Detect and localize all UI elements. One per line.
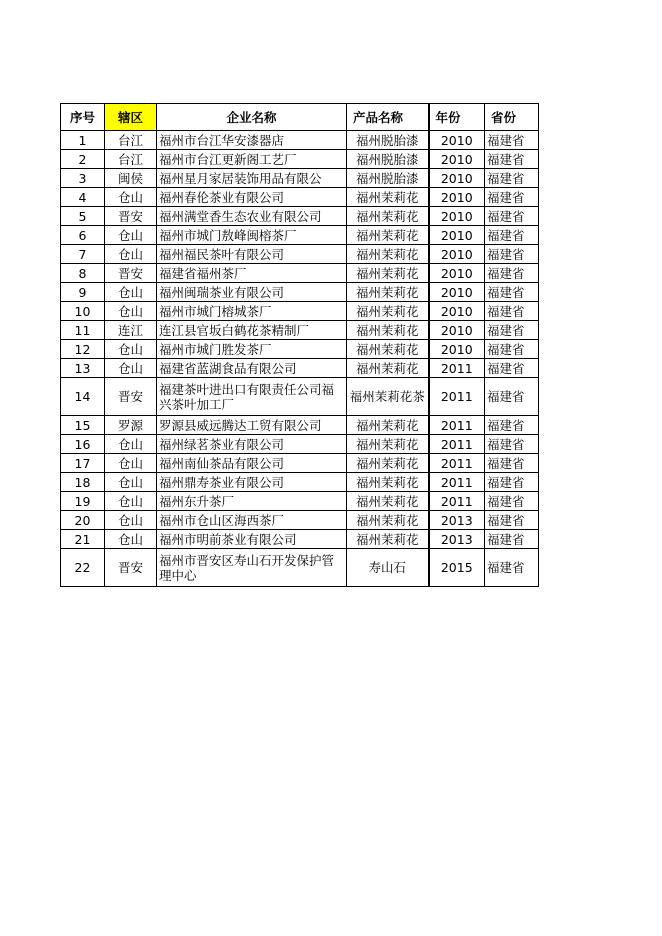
header-province[interactable]: 省份 — [485, 104, 539, 131]
cell-seq[interactable]: 16 — [61, 435, 105, 454]
cell-district[interactable]: 仓山 — [105, 511, 157, 530]
cell-company[interactable]: 福州满堂香生态农业有限公司 — [157, 207, 347, 226]
cell-company[interactable]: 福建茶叶进出口有限责任公司福兴茶叶加工厂 — [157, 378, 347, 416]
spreadsheet — [60, 103, 539, 587]
cell-year[interactable]: 2010 — [429, 150, 485, 169]
cell-district[interactable]: 仓山 — [105, 359, 157, 378]
cell-year[interactable]: 2010 — [429, 131, 485, 150]
cell-product[interactable]: 福州脱胎漆 — [347, 150, 429, 169]
cell-province[interactable]: 福建省 — [485, 169, 539, 188]
cell-product[interactable]: 福州脱胎漆 — [347, 169, 429, 188]
cell-district[interactable]: 晋安 — [105, 207, 157, 226]
cell-year[interactable]: 2013 — [429, 511, 485, 530]
cell-province[interactable]: 福建省 — [485, 207, 539, 226]
table-row — [61, 302, 539, 321]
cell-seq[interactable]: 7 — [61, 245, 105, 264]
header-company[interactable]: 企业名称 — [157, 104, 347, 131]
table-row — [61, 340, 539, 359]
cell-province[interactable]: 福建省 — [485, 188, 539, 207]
cell-year[interactable]: 2010 — [429, 226, 485, 245]
cell-year[interactable]: 2011 — [429, 492, 485, 511]
cell-seq[interactable]: 14 — [61, 378, 105, 416]
cell-company[interactable]: 福州市城门胜发茶厂 — [157, 340, 347, 359]
cell-company[interactable]: 福州市城门敖峰闽榕茶厂 — [157, 226, 347, 245]
cell-year[interactable]: 2010 — [429, 188, 485, 207]
cell-seq[interactable]: 4 — [61, 188, 105, 207]
cell-seq[interactable]: 2 — [61, 150, 105, 169]
cell-company[interactable]: 福州市明前茶业有限公司 — [157, 530, 347, 549]
cell-product[interactable]: 福州茉莉花 — [347, 188, 429, 207]
cell-province[interactable]: 福建省 — [485, 302, 539, 321]
cell-district[interactable]: 晋安 — [105, 549, 157, 587]
cell-seq[interactable]: 3 — [61, 169, 105, 188]
cell-year[interactable]: 2010 — [429, 283, 485, 302]
cell-seq[interactable]: 13 — [61, 359, 105, 378]
table-row — [61, 226, 539, 245]
cell-seq[interactable]: 20 — [61, 511, 105, 530]
table-row — [61, 492, 539, 511]
cell-product[interactable]: 寿山石 — [347, 549, 429, 587]
cell-product[interactable]: 福州脱胎漆 — [347, 131, 429, 150]
cell-product[interactable]: 福州茉莉花 — [347, 511, 429, 530]
cell-seq[interactable]: 12 — [61, 340, 105, 359]
cell-seq[interactable]: 22 — [61, 549, 105, 587]
cell-product[interactable]: 福州茉莉花 — [347, 473, 429, 492]
cell-province[interactable]: 福建省 — [485, 473, 539, 492]
cell-year[interactable]: 2010 — [429, 207, 485, 226]
header-product[interactable]: 产品名称 — [347, 104, 429, 131]
cell-province[interactable]: 福建省 — [485, 454, 539, 473]
cell-year[interactable]: 2010 — [429, 245, 485, 264]
cell-year[interactable]: 2011 — [429, 359, 485, 378]
cell-province[interactable]: 福建省 — [485, 549, 539, 587]
table-row — [61, 530, 539, 549]
cell-year[interactable]: 2010 — [429, 169, 485, 188]
cell-province[interactable]: 福建省 — [485, 131, 539, 150]
cell-company[interactable]: 福州鼎寿茶业有限公司 — [157, 473, 347, 492]
cell-seq[interactable]: 17 — [61, 454, 105, 473]
cell-year[interactable]: 2011 — [429, 435, 485, 454]
cell-province[interactable]: 福建省 — [485, 378, 539, 416]
table-row — [61, 549, 539, 587]
header-row — [61, 104, 539, 131]
cell-district[interactable]: 仓山 — [105, 530, 157, 549]
table-row — [61, 169, 539, 188]
cell-product[interactable]: 福州茉莉花 — [347, 492, 429, 511]
cell-year[interactable]: 2010 — [429, 302, 485, 321]
cell-province[interactable]: 福建省 — [485, 492, 539, 511]
cell-company[interactable]: 福建省蓝湖食品有限公司 — [157, 359, 347, 378]
cell-product[interactable]: 福州茉莉花 — [347, 226, 429, 245]
cell-province[interactable]: 福建省 — [485, 511, 539, 530]
table-row — [61, 150, 539, 169]
cell-product[interactable]: 福州茉莉花 — [347, 264, 429, 283]
cell-company[interactable]: 福州市台江华安漆器店 — [157, 131, 347, 150]
table-row — [61, 511, 539, 530]
cell-province[interactable]: 福建省 — [485, 416, 539, 435]
cell-year[interactable]: 2015 — [429, 549, 485, 587]
cell-product[interactable]: 福州茉莉花 — [347, 454, 429, 473]
header-district[interactable]: 辖区 — [105, 104, 157, 131]
cell-district[interactable]: 晋安 — [105, 264, 157, 283]
cell-district[interactable]: 晋安 — [105, 378, 157, 416]
cell-product[interactable]: 福州茉莉花 — [347, 359, 429, 378]
cell-seq[interactable]: 8 — [61, 264, 105, 283]
cell-year[interactable]: 2011 — [429, 416, 485, 435]
cell-province[interactable]: 福建省 — [485, 530, 539, 549]
cell-company[interactable]: 福州星月家居装饰用品有限公 — [157, 169, 347, 188]
cell-district[interactable]: 仓山 — [105, 188, 157, 207]
table-row — [61, 321, 539, 340]
cell-seq[interactable]: 11 — [61, 321, 105, 340]
cell-district[interactable]: 仓山 — [105, 302, 157, 321]
cell-province[interactable]: 福建省 — [485, 359, 539, 378]
cell-district[interactable]: 仓山 — [105, 454, 157, 473]
cell-product[interactable]: 福州茉莉花茶 — [347, 378, 429, 416]
cell-product[interactable]: 福州茉莉花 — [347, 245, 429, 264]
cell-product[interactable]: 福州茉莉花 — [347, 530, 429, 549]
cell-year[interactable]: 2011 — [429, 473, 485, 492]
cell-province[interactable]: 福建省 — [485, 435, 539, 454]
cell-year[interactable]: 2010 — [429, 340, 485, 359]
cell-company[interactable]: 福州市城门榕城茶厂 — [157, 302, 347, 321]
table-row — [61, 416, 539, 435]
cell-district[interactable]: 连江 — [105, 321, 157, 340]
table-row — [61, 245, 539, 264]
cell-district[interactable]: 仓山 — [105, 226, 157, 245]
cell-seq[interactable]: 18 — [61, 473, 105, 492]
table-row — [61, 264, 539, 283]
cell-seq[interactable]: 5 — [61, 207, 105, 226]
cell-district[interactable]: 仓山 — [105, 492, 157, 511]
cell-province[interactable]: 福建省 — [485, 321, 539, 340]
cell-company[interactable]: 福建省福州茶厂 — [157, 264, 347, 283]
cell-province[interactable]: 福建省 — [485, 226, 539, 245]
cell-seq[interactable]: 15 — [61, 416, 105, 435]
header-year[interactable]: 年份 — [429, 104, 485, 131]
cell-product[interactable]: 福州茉莉花 — [347, 416, 429, 435]
table-row — [61, 435, 539, 454]
cell-province[interactable]: 福建省 — [485, 283, 539, 302]
cell-company[interactable]: 福州闽瑞茶业有限公司 — [157, 283, 347, 302]
cell-province[interactable]: 福建省 — [485, 264, 539, 283]
table-row — [61, 359, 539, 378]
cell-year[interactable]: 2013 — [429, 530, 485, 549]
cell-province[interactable]: 福建省 — [485, 150, 539, 169]
cell-year[interactable]: 2011 — [429, 378, 485, 416]
cell-district[interactable]: 台江 — [105, 131, 157, 150]
cell-district[interactable]: 仓山 — [105, 283, 157, 302]
table-row — [61, 473, 539, 492]
table-row — [61, 188, 539, 207]
table-row — [61, 131, 539, 150]
cell-company[interactable]: 福州福民茶叶有限公司 — [157, 245, 347, 264]
table-row — [61, 378, 539, 416]
cell-seq[interactable]: 6 — [61, 226, 105, 245]
cell-seq[interactable]: 1 — [61, 131, 105, 150]
table-row — [61, 454, 539, 473]
cell-province[interactable]: 福建省 — [485, 245, 539, 264]
cell-company[interactable]: 罗源县威远腾达工贸有限公司 — [157, 416, 347, 435]
cell-district[interactable]: 仓山 — [105, 245, 157, 264]
cell-product[interactable]: 福州茉莉花 — [347, 435, 429, 454]
cell-district[interactable]: 仓山 — [105, 435, 157, 454]
cell-year[interactable]: 2011 — [429, 454, 485, 473]
cell-product[interactable]: 福州茉莉花 — [347, 340, 429, 359]
cell-seq[interactable]: 21 — [61, 530, 105, 549]
cell-company[interactable]: 福州市台江更新阁工艺厂 — [157, 150, 347, 169]
cell-province[interactable]: 福建省 — [485, 340, 539, 359]
cell-seq[interactable]: 10 — [61, 302, 105, 321]
table-row — [61, 207, 539, 226]
cell-year[interactable]: 2010 — [429, 264, 485, 283]
cell-company[interactable]: 福州东升茶厂 — [157, 492, 347, 511]
cell-company[interactable]: 福州绿茗茶业有限公司 — [157, 435, 347, 454]
cell-company[interactable]: 福州市仓山区海西茶厂 — [157, 511, 347, 530]
cell-company[interactable]: 福州春伦茶业有限公司 — [157, 188, 347, 207]
cell-company[interactable]: 福州市晋安区寿山石开发保护管理中心 — [157, 549, 347, 587]
header-seq[interactable]: 序号 — [61, 104, 105, 131]
cell-product[interactable]: 福州茉莉花 — [347, 283, 429, 302]
cell-product[interactable]: 福州茉莉花 — [347, 321, 429, 340]
cell-district[interactable]: 台江 — [105, 150, 157, 169]
cell-district[interactable]: 仓山 — [105, 340, 157, 359]
cell-district[interactable]: 罗源 — [105, 416, 157, 435]
cell-product[interactable]: 福州茉莉花 — [347, 302, 429, 321]
table-row — [61, 283, 539, 302]
cell-product[interactable]: 福州茉莉花 — [347, 207, 429, 226]
cell-district[interactable]: 闽侯 — [105, 169, 157, 188]
cell-seq[interactable]: 19 — [61, 492, 105, 511]
cell-year[interactable]: 2010 — [429, 321, 485, 340]
enterprise-table — [60, 103, 539, 587]
cell-company[interactable]: 福州南仙茶品有限公司 — [157, 454, 347, 473]
cell-district[interactable]: 仓山 — [105, 473, 157, 492]
cell-seq[interactable]: 9 — [61, 283, 105, 302]
cell-company[interactable]: 连江县官坂白鹤花茶精制厂 — [157, 321, 347, 340]
